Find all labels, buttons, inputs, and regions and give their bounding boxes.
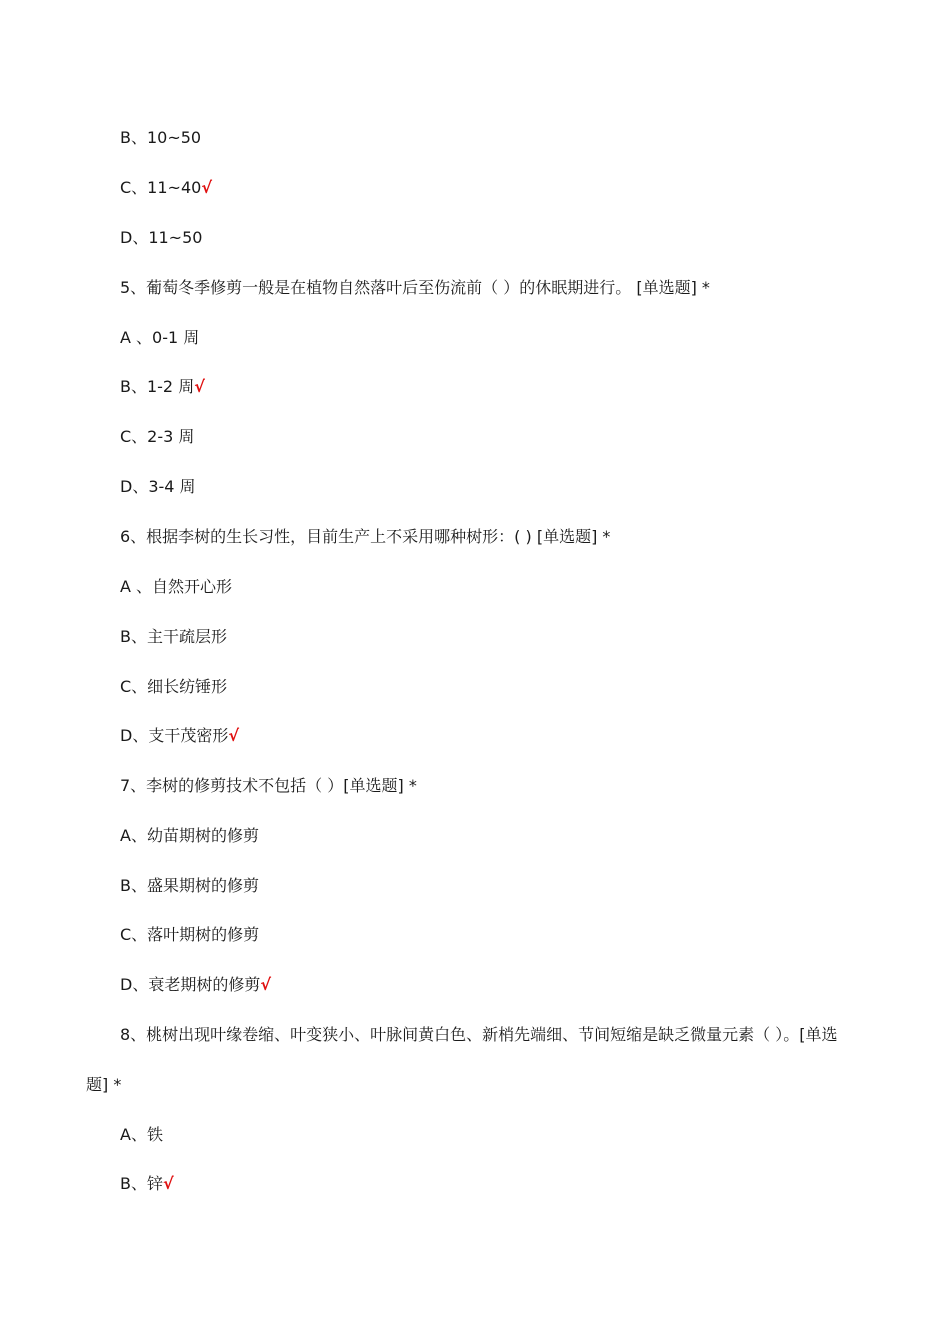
correct-check-icon: √ <box>162 1174 174 1193</box>
q5-option-c: C、2-3 周 <box>120 427 195 446</box>
q6-option-c: C、细长纺锤形 <box>120 677 228 696</box>
q6-option-d: D、支干茂密形√ <box>120 726 239 745</box>
q4-option-b: B、10~50 <box>120 128 202 147</box>
correct-check-icon: √ <box>194 377 205 396</box>
q8-option-b: B、锌√ <box>120 1174 174 1193</box>
correct-check-icon: √ <box>228 726 239 745</box>
q8-option-a: A、铁 <box>120 1125 163 1144</box>
q4-option-c: C、11~40√ <box>120 178 212 197</box>
q7-option-d: D、衰老期树的修剪√ <box>120 975 271 994</box>
q8-question-continued: 题] * <box>86 1075 122 1094</box>
q5-option-a: A 、0-1 周 <box>120 328 200 347</box>
q6-option-b: B、主干疏层形 <box>120 627 227 646</box>
q6-option-a: A 、自然开心形 <box>120 577 233 596</box>
q4-option-d: D、11~50 <box>120 228 203 247</box>
q5-question: 5、葡萄冬季修剪一般是在植物自然落叶后至伤流前（ ）的休眠期进行。 [单选题] * <box>120 278 710 297</box>
correct-check-icon: √ <box>201 178 212 197</box>
q5-option-b: B、1-2 周√ <box>120 377 205 396</box>
q7-question: 7、李树的修剪技术不包括（ ）[单选题] * <box>120 776 417 795</box>
q8-question: 8、桃树出现叶缘卷缩、叶变狭小、叶脉间黄白色、新梢先端细、节间短缩是缺乏微量元素（ ）。[单选 <box>120 1025 838 1044</box>
correct-check-icon: √ <box>260 975 271 994</box>
q6-question: 6、根据李树的生长习性，目前生产上不采用哪种树形：( ) [单选题] * <box>120 527 611 546</box>
q7-option-b: B、盛果期树的修剪 <box>120 876 259 895</box>
q5-option-d: D、3-4 周 <box>120 477 196 496</box>
q7-option-c: C、落叶期树的修剪 <box>120 925 260 944</box>
q7-option-a: A、幼苗期树的修剪 <box>120 826 259 845</box>
